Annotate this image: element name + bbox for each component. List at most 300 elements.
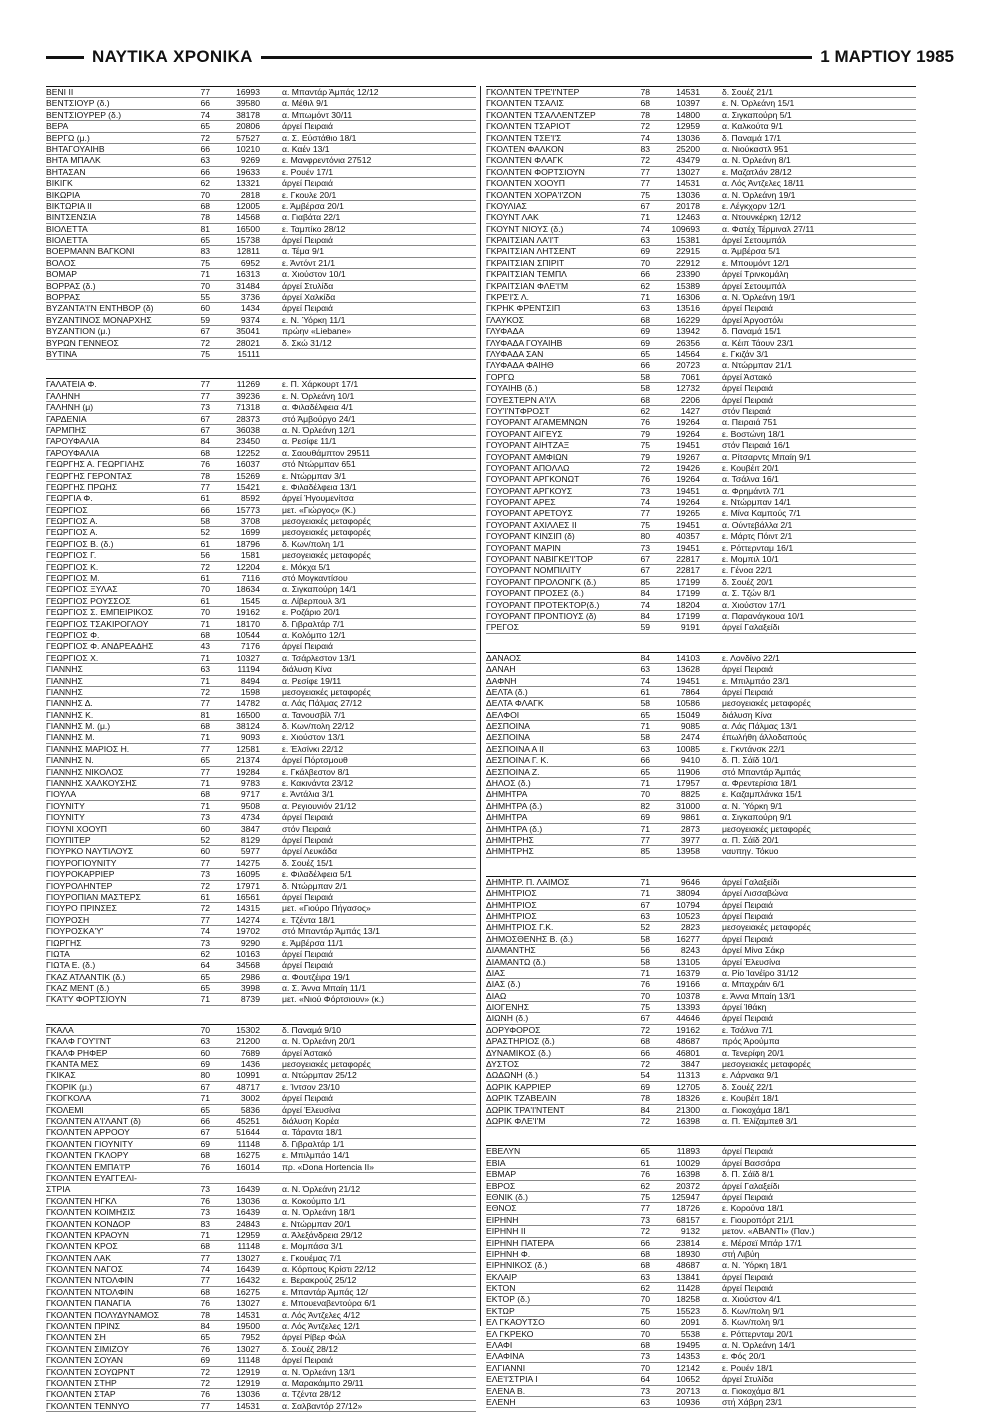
ship-name: ΓΚΟΛΝΤΕΝ ΕΥΑΓΓΕΛΙ- [46, 1172, 137, 1183]
status: α. Ρίο Ίανέϊρο 31/12 [722, 967, 799, 978]
ship-name: ΓΚΑΛΦ ΓΟΥ'Ι'ΝΤ [46, 1036, 112, 1047]
ship-name: ΔΙΑΜΑΝΤΗΣ [486, 945, 536, 956]
build-year: 71 [640, 778, 650, 789]
ship-row [486, 1036, 916, 1047]
ship-name: ΓΙΑΝΝΗΣ ΧΑΛΚΟΥΣΗΣ [46, 778, 137, 789]
tonnage: 16500 [236, 223, 260, 234]
build-year: 70 [200, 280, 210, 291]
build-year: 73 [640, 485, 650, 496]
ship-row [486, 911, 916, 922]
tonnage: 13027 [236, 1343, 260, 1354]
status: α. Κοκούμπο 1/1 [282, 1195, 346, 1206]
ship-row [486, 349, 916, 360]
ship-row [46, 436, 476, 447]
ship-name: ΓΚΟΥΝΤ ΝΙΟΥΣ (δ.) [486, 223, 564, 234]
build-year: 71 [200, 618, 210, 629]
status: μεσογειακές μεταφορές [282, 686, 371, 697]
tonnage: 19451 [676, 440, 700, 451]
status: ε. Γκιζάν 3/1 [722, 348, 769, 359]
ship-name: ΔΕΣΠΟΙΝΑ [486, 732, 531, 743]
ship-name: ΓΛΥΦΑΔΑ ΓΟΥΑΙΗΒ [486, 337, 563, 348]
ship-row [486, 922, 916, 933]
build-year: 65 [200, 971, 210, 982]
ship-name: ΓΕΩΡΓΙΟΣ Β. (δ.) [46, 538, 114, 549]
status: μεσογειακές μεταφορές [282, 527, 371, 538]
tonnage: 16277 [676, 933, 700, 944]
status: α. Τέμα 9/1 [282, 246, 324, 257]
status: α. Γιοκοχάμα 18/1 [722, 1104, 790, 1115]
ship-name: ΕΒΙΑ [486, 1157, 506, 1168]
tonnage: 16306 [676, 292, 700, 303]
status: άργεί Άστακό [282, 1047, 333, 1058]
status: δ. Π. Σάϊδ 8/1 [722, 1169, 774, 1180]
tonnage: 19166 [676, 979, 700, 990]
build-year: 84 [640, 652, 650, 663]
ship-row [46, 983, 476, 994]
ship-row [486, 1386, 916, 1397]
status: α. Ρεσίφε 19/11 [282, 675, 342, 686]
ship-name: ΓΟΥΟΡΑΝΤ ΑΡΕΣ [486, 497, 556, 508]
build-year: 73 [200, 402, 210, 413]
ship-row [46, 641, 476, 652]
status: ε. Φός 20/1 [722, 1351, 766, 1362]
build-year: 66 [200, 166, 210, 177]
ship-name: ΔΙΑΜΑΝΤΩ (δ.) [486, 956, 546, 967]
status: ε. Άντάλια 3/1 [282, 789, 334, 800]
ship-row [46, 1332, 476, 1343]
build-year: 76 [640, 1169, 650, 1180]
ship-name: ΓΙΑΝΝΗΣ [46, 686, 83, 697]
status: α. Ν. Ύόρκη 9/1 [722, 800, 783, 811]
tonnage: 13036 [676, 189, 700, 200]
tonnage: 16398 [676, 1169, 700, 1180]
tonnage: 14782 [236, 698, 260, 709]
status: άργεί Λισσαβώνα [722, 888, 788, 899]
ship-name: ΕΘΝΟΣ [486, 1203, 517, 1214]
build-year: 60 [200, 1047, 210, 1058]
build-year: 69 [640, 246, 650, 257]
ship-name: ΔΡΑΣΤΗΡΙΟΣ (δ.) [486, 1036, 555, 1047]
build-year: 71 [200, 732, 210, 743]
tonnage: 4734 [240, 812, 260, 823]
build-year: 71 [200, 800, 210, 811]
ship-row [486, 1374, 916, 1385]
ship-row [486, 360, 916, 371]
ship-row [46, 281, 476, 292]
ship-name: ΓΚΟΥΝΤ ΛΑΚ [486, 212, 539, 223]
status: α. Καέν 13/1 [282, 143, 330, 154]
tonnage: 39236 [236, 390, 260, 401]
left-column [46, 86, 476, 1411]
tonnage: 1434 [240, 303, 260, 314]
ship-name: ΓΕΩΡΓΗΣ ΓΕΡΟΝΤΑΣ [46, 470, 133, 481]
tonnage: 19267 [676, 451, 700, 462]
build-year: 63 [200, 1036, 210, 1047]
status: ε. Κουβέιτ 18/1 [722, 1093, 779, 1104]
tonnage: 11313 [676, 1070, 700, 1081]
build-year: 63 [200, 155, 210, 166]
tonnage: 35041 [236, 326, 260, 337]
ship-name: ΓΚΟΛΝΤΕΝ ΓΚΛΟΡΥ [46, 1150, 129, 1161]
ship-row [46, 994, 476, 1005]
ship-name: ΓΚΟΓΚΟΛΑ [46, 1093, 92, 1104]
tonnage: 21300 [676, 1104, 700, 1115]
tonnage: 12919 [236, 1377, 260, 1388]
status: α. Χιούστον 10/1 [282, 269, 346, 280]
ship-name: ΓΕΩΡΓΙΑ Φ. [46, 493, 93, 504]
ship-row [46, 98, 476, 109]
tonnage: 9646 [680, 876, 700, 887]
status: α. Γιαβάτα 22/1 [282, 212, 341, 223]
ship-name: ΓΛΥΦΑΔΑ [486, 326, 525, 337]
status: ε. Γκντάνσκ 22/1 [722, 743, 786, 754]
ship-row [46, 1025, 476, 1036]
ship-name: ΕΛ ΓΚΑΟΥΤΣΟ [486, 1317, 545, 1328]
build-year: 68 [200, 721, 210, 732]
ship-row [486, 474, 916, 485]
ship-row [46, 1298, 476, 1309]
tonnage: 46801 [676, 1047, 700, 1058]
ship-name: ΒΟΛΟΣ [46, 257, 76, 268]
ship-name: ΔΩΡΙΚ ΤΡΑ'Ι'ΝΤΕΝΤ [486, 1104, 565, 1115]
ship-name: ΒΗΤΑΣΑΝ [46, 166, 86, 177]
build-year: 69 [200, 1355, 210, 1366]
ship-row [46, 1355, 476, 1366]
ship-row [46, 926, 476, 937]
ship-name: ΕΛΑΦΙΝΑ [486, 1351, 525, 1362]
tonnage: 19284 [236, 766, 260, 777]
build-year: 72 [200, 561, 210, 572]
ship-row [46, 1150, 476, 1161]
tonnage: 1545 [240, 595, 260, 606]
ship-row [486, 87, 916, 98]
build-year: 56 [200, 550, 210, 561]
ship-name: ΓΙΟΥΝΙΤΥ [46, 800, 85, 811]
ship-name: ΓΚΡΑΙΤΣΙΑΝ ΣΠΙΡΙΤ [486, 257, 565, 268]
status: δ. Σουέζ 15/1 [282, 857, 334, 868]
build-year: 66 [200, 143, 210, 154]
ship-row [46, 1401, 476, 1412]
ship-name: ΓΚΟΛΝΤΕΝ Α'Ι'ΛΑΝΤ (δ) [46, 1115, 141, 1126]
status: ε. Φιλαδέλφεια 5/1 [282, 869, 352, 880]
ship-name: ΓΚΟΛΝΤΕΝ ΤΕΝΝΥΟ [46, 1400, 130, 1411]
ship-row [46, 584, 476, 595]
ship-row [486, 543, 916, 554]
build-year: 71 [640, 212, 650, 223]
build-year: 75 [200, 348, 210, 359]
ship-name: ΓΙΑΝΝΗΣ Μ. [46, 732, 95, 743]
ship-name: ΕΛΓΙΑΝΝΙ [486, 1362, 526, 1373]
ship-row [486, 1070, 916, 1081]
ship-row [46, 550, 476, 561]
tonnage: 1436 [240, 1059, 260, 1070]
build-year: 75 [640, 440, 650, 451]
status: μεσογειακές μεταφορές [722, 823, 811, 834]
ship-row [486, 710, 916, 721]
status: δ. Σουέζ 28/12 [282, 1343, 338, 1354]
tonnage: 20806 [236, 121, 260, 132]
ship-row [486, 372, 916, 383]
tonnage: 14531 [236, 1400, 260, 1411]
ship-name: ΓΑΛΗΝΗ (μ) [46, 402, 94, 413]
ship-row [46, 459, 476, 470]
ship-row [486, 1146, 916, 1157]
ship-row [46, 869, 476, 880]
ship-row [46, 846, 476, 857]
ship-row [486, 698, 916, 709]
ship-name: ΔΑΝΑΟΣ [486, 652, 522, 663]
tonnage: 14274 [236, 914, 260, 925]
tonnage: 19500 [236, 1321, 260, 1332]
ship-name: ΒΗΤΑ ΜΠΑΛΚ [46, 155, 101, 166]
build-year: 77 [200, 766, 210, 777]
ship-name: ΓΚΑΛΦ ΡΗΦΕΡ [46, 1047, 108, 1058]
status: ε. Μίνα Καμπούς 7/1 [722, 508, 801, 519]
ship-row [46, 1105, 476, 1116]
tonnage: 16313 [236, 269, 260, 280]
tonnage: 16993 [236, 87, 260, 97]
build-year: 66 [640, 360, 650, 371]
ship-row [46, 155, 476, 166]
ship-row [486, 486, 916, 497]
tonnage: 11269 [236, 379, 260, 390]
build-year: 72 [640, 155, 650, 166]
status: άργεί Λευκάδα [282, 846, 337, 857]
tonnage: 3002 [240, 1093, 260, 1104]
build-year: 68 [640, 394, 650, 405]
status: άργεί Πειραιά [282, 948, 333, 959]
tonnage: 9269 [240, 155, 260, 166]
ship-name: ΓΚΟΛΝΤΕΝ ΚΡΟΣ [46, 1241, 118, 1252]
ship-row [486, 1105, 916, 1116]
ship-name: ΓΟΥΟΡΑΝΤ ΠΡΟΝΤΙΟΥΣ (δ) [486, 610, 597, 621]
status: άργεί Πειραιά [282, 835, 333, 845]
ship-row [46, 744, 476, 755]
tonnage: 10085 [676, 743, 700, 754]
ship-name: ΓΚΙΚΑΣ [46, 1070, 76, 1081]
ship-row [46, 1275, 476, 1286]
ship-row [486, 676, 916, 687]
status: άργεί Πειραιά [722, 1271, 773, 1282]
ship-row [46, 379, 476, 390]
tonnage: 17957 [676, 778, 700, 789]
status: άργεί Βασσάρα [722, 1157, 781, 1168]
ship-row [46, 167, 476, 178]
ship-row [46, 505, 476, 516]
tonnage: 20723 [676, 360, 700, 371]
build-year: 65 [200, 983, 210, 994]
build-year: 60 [200, 823, 210, 834]
build-year: 76 [200, 1161, 210, 1172]
build-year: 77 [640, 166, 650, 177]
tonnage: 19162 [676, 1024, 700, 1035]
status: δ. Π. Σάϊδ 10/1 [722, 755, 779, 766]
ship-name: ΔΕΛΤΑ (δ.) [486, 686, 528, 697]
status: μεσογειακές μεταφορές [722, 698, 811, 709]
ship-name: ΕΛΕ'Ι'ΣΤΡΙΑ Ι [486, 1374, 538, 1385]
ship-row [46, 516, 476, 527]
build-year: 68 [200, 1241, 210, 1252]
ship-name: ΓΚΟΛΝΤΕΝ ΧΟΡΑ'Ι'ΖΟΝ [486, 189, 582, 200]
tonnage: 13393 [676, 1002, 700, 1013]
ship-name: ΒΕΝΤΣΙΟΥΡΕΡ (δ.) [46, 109, 122, 120]
build-year: 67 [640, 200, 650, 211]
ship-row [46, 315, 476, 326]
tonnage [214, 1173, 260, 1183]
status: άργεί Τρινκομάλη [722, 269, 789, 280]
ship-name: ΔΕΣΠΟΙΝΑ Α ΙΙ [486, 743, 544, 754]
ship-name: ΓΙΟΥΠΙΤΕΡ [46, 835, 91, 845]
tonnage: 10378 [676, 990, 700, 1001]
ship-row [486, 1329, 916, 1340]
ship-row [46, 448, 476, 459]
build-year: 58 [200, 516, 210, 527]
tonnage: 7116 [241, 573, 260, 584]
build-year: 71 [200, 652, 210, 663]
ship-name: ΕΚΛΑΙΡ [486, 1271, 518, 1282]
tonnage: 28373 [236, 413, 260, 424]
ship-row [486, 144, 916, 155]
right-column [486, 86, 916, 1407]
tonnage: 109693 [671, 223, 700, 234]
build-year: 77 [640, 835, 650, 845]
build-year: 76 [200, 459, 210, 470]
status: α. Μέθιλ 9/1 [282, 98, 329, 109]
status: α. Τσάλνα 16/1 [722, 474, 779, 485]
ship-name: ΓΚΑΝΤΑ ΜΕΣ [46, 1059, 99, 1070]
ship-name: ΓΚΟΛΝΤΕΝ ΛΑΚ [46, 1252, 111, 1263]
ship-name: ΔΕΣΠΟΙΝΑ Ζ. [486, 766, 540, 777]
ship-row [486, 755, 916, 766]
status: άργεί Πειραιά [722, 1191, 773, 1202]
ship-row [486, 497, 916, 508]
tonnage: 15389 [676, 280, 700, 291]
ship-row [46, 903, 476, 914]
ship-name: ΔΩΡΙΚ ΤΖΑΒΕΛΙΝ [486, 1093, 557, 1104]
ship-name: ΓΙΑΝΝΗΣ Ν. [46, 755, 94, 766]
tonnage: 16398 [676, 1115, 700, 1126]
status: α. Τζέντα 28/12 [282, 1389, 341, 1400]
ship-name: ΔΕΣΠΟΙΝΑ [486, 721, 531, 732]
status: ε. Μανφρεντόνια 27512 [282, 155, 372, 166]
status: α. Γιοκοχάμα 8/1 [722, 1385, 786, 1396]
ship-name: ΓΚΟΛΝΤΕΝ ΑΡΡΟΟΥ [46, 1127, 130, 1138]
build-year: 83 [200, 1218, 210, 1229]
tonnage: 8825 [680, 789, 700, 800]
status: άργεί Πειραιά [722, 664, 773, 675]
status: α. Λάς Πάλμας 13/1 [722, 721, 798, 732]
tonnage: 15523 [676, 1305, 700, 1316]
ship-name: ΓΑΡΟΥΦΑΛΙΑ [46, 447, 100, 458]
build-year: 71 [200, 1229, 210, 1240]
ship-row [46, 235, 476, 246]
status: α. Ν. Όρλεάνη 19/1 [722, 292, 796, 303]
page-header [46, 44, 954, 70]
build-year: 61 [200, 891, 210, 902]
ship-row [46, 349, 476, 360]
ship-row [486, 1317, 916, 1328]
ship-name: ΓΟΥΟΡΑΝΤ ΑΡΓΚΟΥΣ [486, 485, 573, 496]
ship-name: ΔΥΝΑΜΙΚΟΣ (δ.) [486, 1047, 552, 1058]
build-year: 70 [640, 1294, 650, 1305]
ship-name: ΓΚΟΛΝΤΕΝ ΣΤΑΡ [46, 1389, 116, 1400]
status: ε. Λονδίνο 22/1 [722, 652, 780, 663]
tonnage: 9374 [240, 314, 260, 325]
tonnage: 11148 [237, 1241, 260, 1252]
tonnage: 19633 [236, 166, 260, 177]
ship-name: ΓΙΟΥΡΚΟ ΝΑΥΤΙΛΟΥΣ [46, 846, 134, 857]
status: α. Ν. Όρλεάνη 18/1 [282, 1207, 356, 1218]
build-year: 73 [640, 1214, 650, 1225]
ship-name: ΒΙΚΩΡΙΑ [46, 189, 81, 200]
build-year: 74 [640, 223, 650, 234]
build-year: 62 [640, 405, 650, 416]
tonnage: 9783 [240, 778, 260, 789]
ship-name: ΓΕΩΡΓΙΟΣ ΞΥΛΑΣ [46, 584, 118, 595]
status: ε. Κορούνα 18/1 [722, 1203, 784, 1214]
ship-row [46, 1207, 476, 1218]
build-year: 62 [200, 948, 210, 959]
build-year: 59 [640, 622, 650, 633]
ship-name: ΓΙΟΥΡΟΛΗΝΤΕΡ [46, 880, 113, 891]
ship-name: ΕΙΡΗΝΗ Φ. [486, 1248, 531, 1259]
ship-name: ΓΚΑ'Ι'Υ ΦΟΡΤΣΙΟΥΝ [46, 994, 127, 1005]
ship-name: ΓΚΟΛΝΤΕΝ ΦΛΑΓΚ [486, 155, 564, 166]
status: ε. Μπαντάρ Άμπάς 12/ [282, 1286, 368, 1297]
build-year: 71 [640, 823, 650, 834]
ship-row [486, 303, 916, 314]
status: ε. Ν. Όρλεάνη 10/1 [282, 390, 355, 401]
ship-row [46, 1287, 476, 1298]
build-year: 72 [640, 462, 650, 473]
status: άργεί Γαλαξείδι [722, 876, 780, 887]
status: άργεί Ρίβερ Φώλ [282, 1332, 346, 1343]
ship-row [46, 425, 476, 436]
build-year: 78 [640, 87, 650, 97]
tonnage: 48717 [236, 1081, 260, 1092]
build-year: 61 [640, 686, 650, 697]
build-year: 67 [640, 565, 650, 576]
ship-section [486, 86, 916, 634]
build-year: 65 [640, 348, 650, 359]
tonnage: 13841 [676, 1271, 700, 1282]
tonnage: 14275 [236, 857, 260, 868]
tonnage: 57527 [236, 132, 260, 143]
status: α. Ντουνκέρκη 12/12 [722, 212, 801, 223]
build-year: 72 [640, 121, 650, 132]
ship-row [486, 934, 916, 945]
build-year: 65 [200, 1104, 210, 1115]
ship-name: ΒΕΡΑ [46, 121, 69, 132]
tonnage: 15269 [236, 470, 260, 481]
build-year: 65 [200, 1332, 210, 1343]
ship-name: ΕΛ ΓΚΡΕΚΟ [486, 1328, 534, 1339]
build-year: 68 [640, 314, 650, 325]
status: α. Φατέχ Τέρμιναλ 27/11 [722, 223, 815, 234]
ship-name: ΒΥΡΩΝ ΓΕΝΝΕΟΣ [46, 337, 119, 348]
ship-row [486, 1272, 916, 1283]
build-year: 73 [200, 1184, 210, 1195]
ship-row [46, 269, 476, 280]
status: α. Άμβέρσα 5/1 [722, 246, 781, 257]
ship-name: ΓΚΟΛΝΤΕΝ ΤΣΑΛΙΣ [486, 98, 564, 109]
ship-row [486, 1351, 916, 1362]
ship-row [46, 653, 476, 664]
ship-row [486, 835, 916, 846]
status: στή Χάβρη 23/1 [722, 1396, 783, 1407]
ship-row [46, 755, 476, 766]
status: α. Φρεντερίσια 18/1 [722, 778, 797, 789]
